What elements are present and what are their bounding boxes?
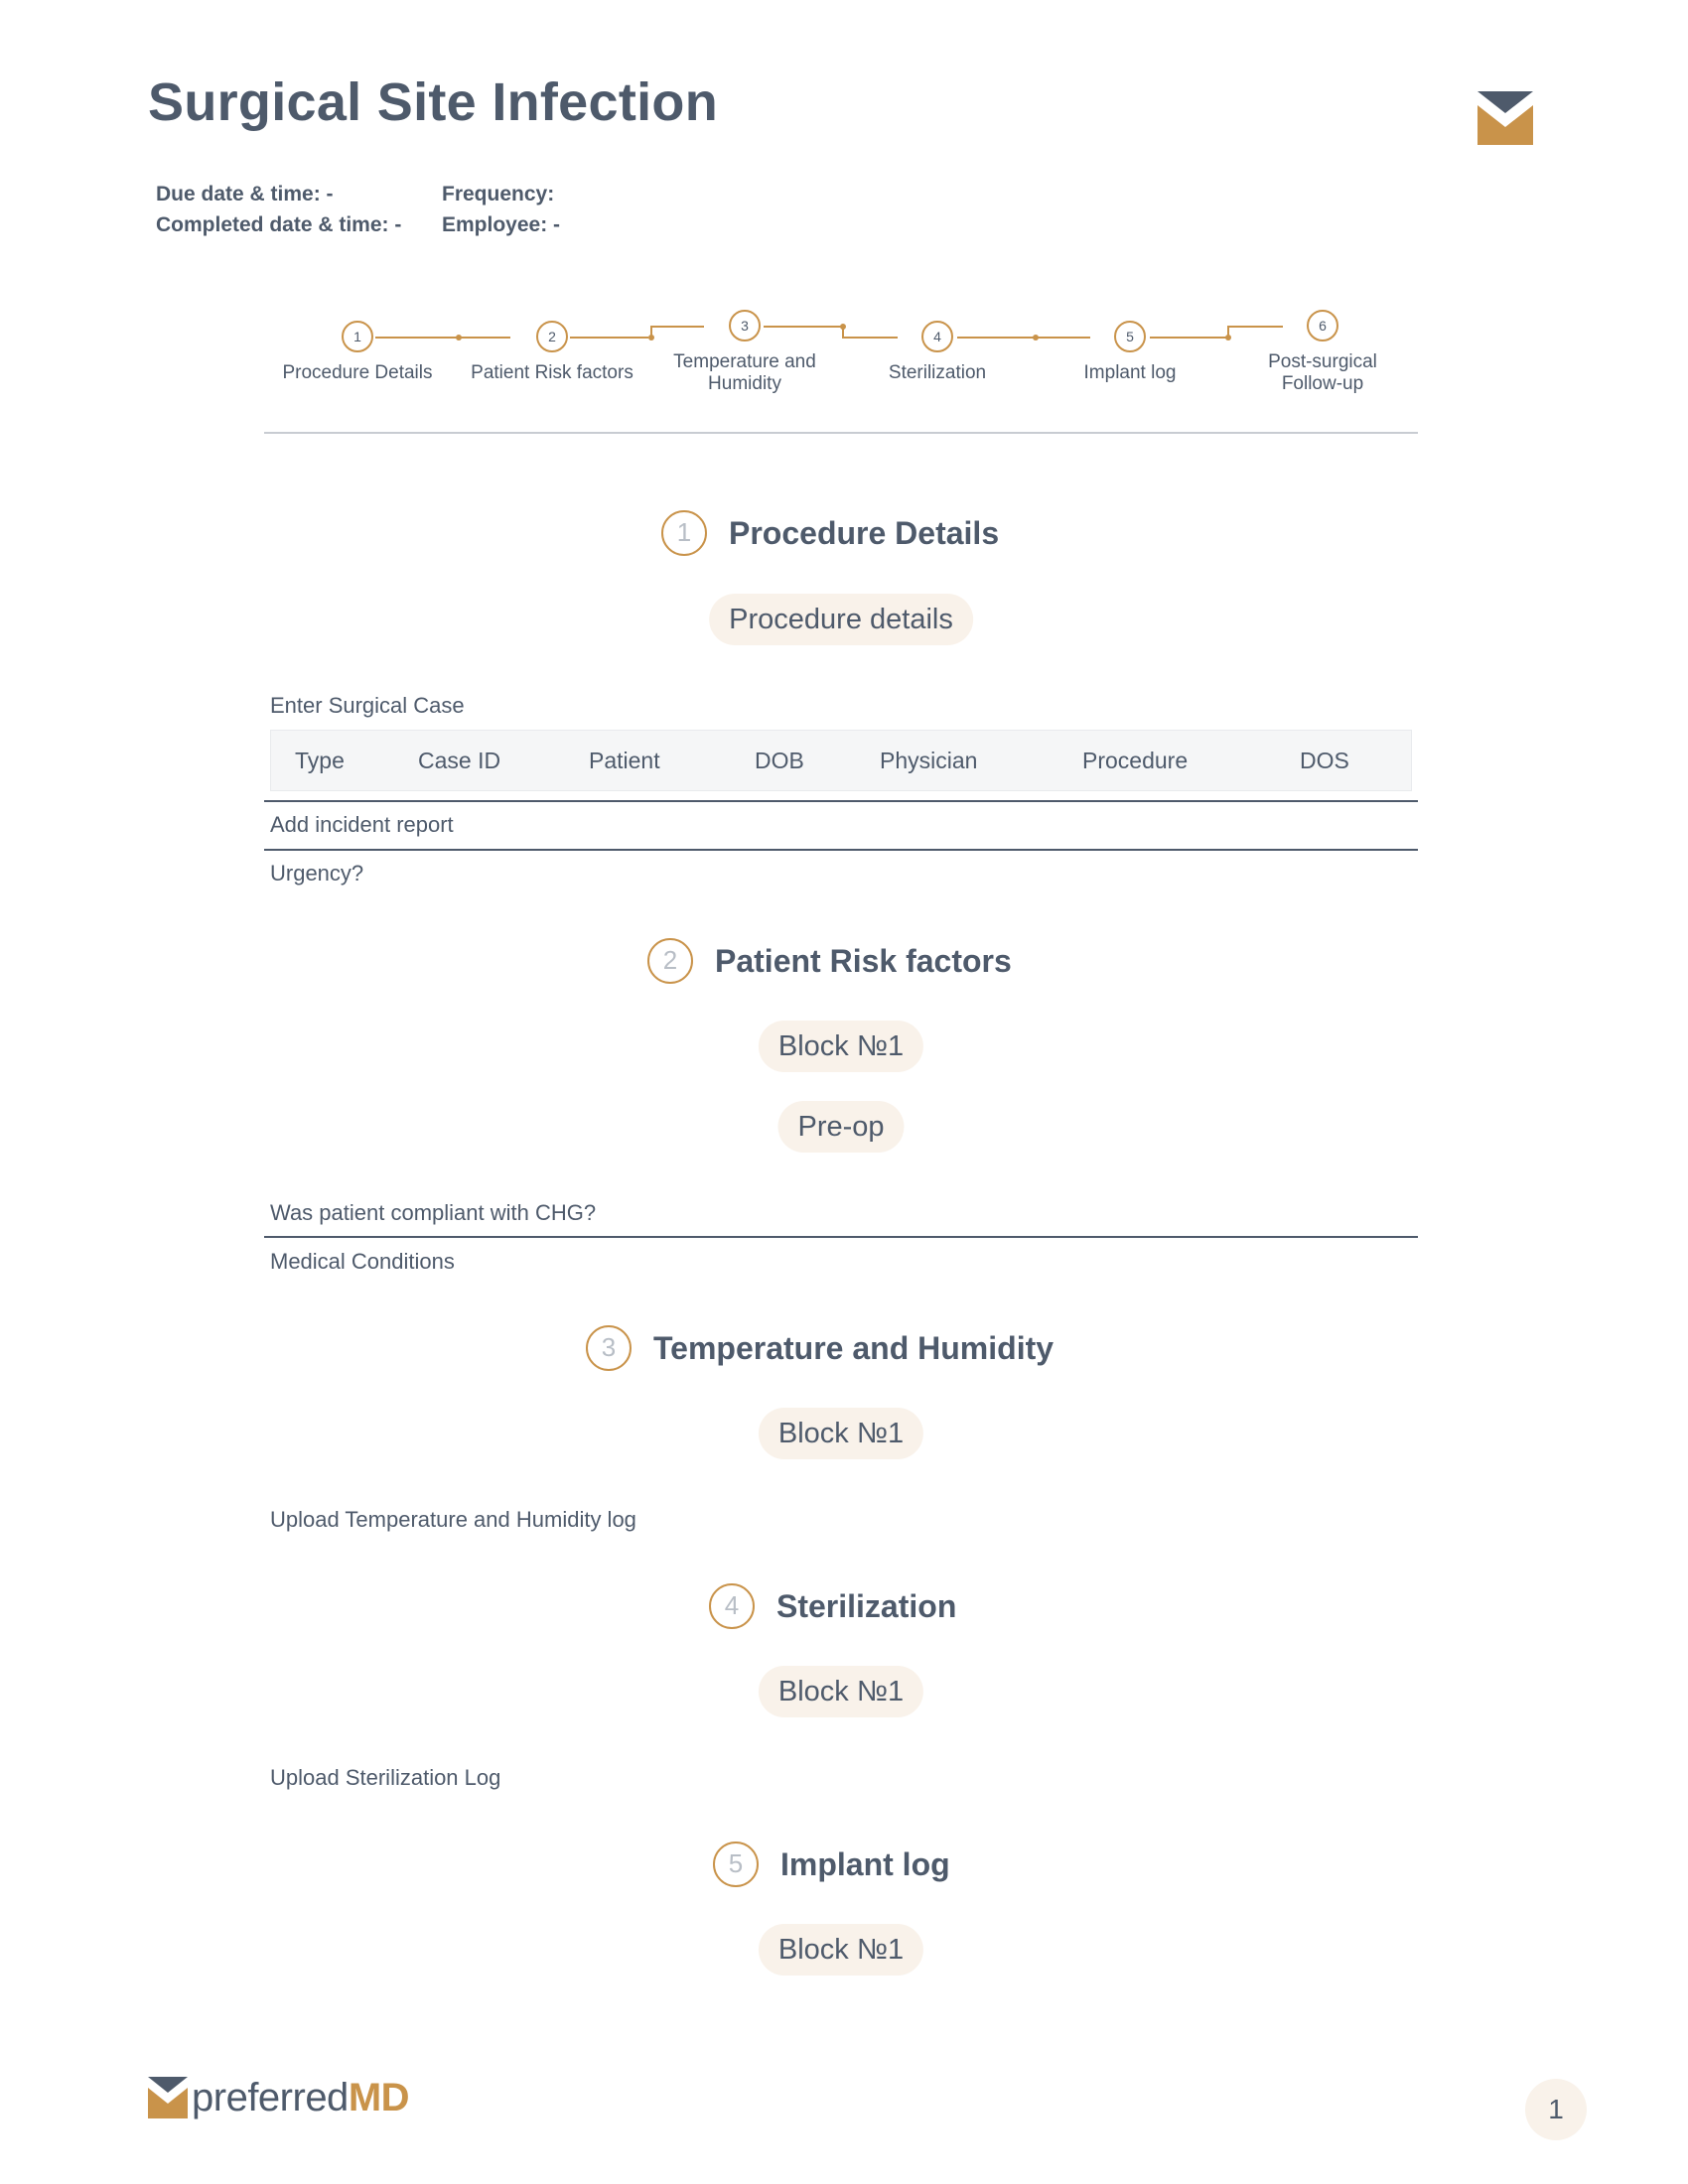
step-connector <box>957 337 1035 339</box>
footer-logo <box>148 2073 409 2122</box>
step-connector <box>570 337 648 339</box>
divider <box>264 849 1418 851</box>
chg-compliance-label: Was patient compliant with CHG? <box>270 1200 597 1225</box>
block-1-pill: Block №1 <box>759 1021 923 1072</box>
check-chevron-logo-icon <box>148 2077 188 2118</box>
step-5-circle[interactable]: 5 <box>1114 321 1146 352</box>
meta-left <box>156 179 401 240</box>
section-5-heading <box>713 1840 950 1889</box>
step-connector <box>650 326 704 328</box>
step-1-label[interactable]: Procedure Details <box>282 362 433 383</box>
section-2-title: Patient Risk factors <box>715 942 1012 979</box>
step-2-label[interactable]: Patient Risk factors <box>471 362 633 383</box>
step-2-circle[interactable]: 2 <box>536 321 568 352</box>
procedure-details-block-pill: Procedure details <box>709 594 973 645</box>
surgical-case-table-header <box>270 730 1412 791</box>
block-1-pill: Block №1 <box>759 1666 923 1717</box>
section-4-heading <box>709 1581 956 1631</box>
section-3-title: Temperature and Humidity <box>653 1329 1055 1366</box>
block-1-pill: Block №1 <box>759 1924 923 1976</box>
divider <box>264 1236 1418 1238</box>
step-connector <box>764 326 842 328</box>
step-connector <box>842 337 898 339</box>
document-title: Surgical Site Infection <box>148 72 719 132</box>
upload-sterilization-log-label: Upload Sterilization Log <box>270 1765 501 1790</box>
step-5-label[interactable]: Implant log <box>1083 362 1177 383</box>
enter-surgical-case-label: Enter Surgical Case <box>270 693 465 718</box>
step-4-circle[interactable]: 4 <box>921 321 953 352</box>
brand-logo-icon <box>1477 91 1533 145</box>
step-connector <box>375 337 459 339</box>
add-incident-report-label: Add incident report <box>270 812 454 837</box>
section-1-title: Procedure Details <box>729 514 1000 551</box>
step-4-label[interactable]: Sterilization <box>888 362 987 383</box>
section-4-number: 4 <box>709 1583 755 1629</box>
header-divider <box>264 432 1418 434</box>
urgency-label: Urgency? <box>270 861 364 886</box>
step-1-circle[interactable]: 1 <box>342 321 373 352</box>
step-connector <box>1150 337 1227 339</box>
step-6-label[interactable]: Post-surgical Follow-up <box>1268 351 1377 394</box>
section-4-title: Sterilization <box>776 1587 957 1624</box>
col-type: Type <box>295 748 345 773</box>
page-number: 1 <box>1525 2079 1587 2140</box>
step-connector <box>1035 337 1090 339</box>
step-connector <box>458 337 510 339</box>
step-connector <box>1227 326 1283 328</box>
section-2-number: 2 <box>647 938 693 984</box>
due-date-row: Due date & time: - <box>156 183 334 205</box>
col-dos: DOS <box>1300 748 1349 773</box>
section-5-number: 5 <box>713 1842 759 1887</box>
section-3-number: 3 <box>586 1325 632 1371</box>
employee-row: Employee: - <box>442 213 561 236</box>
col-dob: DOB <box>755 748 804 773</box>
step-6-circle[interactable]: 6 <box>1307 310 1338 341</box>
section-5-title: Implant log <box>780 1845 950 1882</box>
progress-stepper <box>262 298 1418 417</box>
footer-wordmark: preferredMD <box>192 2075 410 2119</box>
meta-right <box>442 179 560 240</box>
col-case-id: Case ID <box>418 748 501 773</box>
upload-temperature-log-label: Upload Temperature and Humidity log <box>270 1507 636 1532</box>
completed-date-row: Completed date & time: - <box>156 213 402 236</box>
col-patient: Patient <box>589 748 660 773</box>
step-3-circle[interactable]: 3 <box>729 310 761 341</box>
divider <box>264 800 1418 802</box>
section-1-heading <box>661 508 999 558</box>
step-3-label[interactable]: Temperature and Humidity <box>673 351 816 394</box>
col-procedure: Procedure <box>1082 748 1189 773</box>
col-physician: Physician <box>880 748 978 773</box>
section-2-heading <box>647 936 1012 986</box>
section-1-number: 1 <box>661 510 707 556</box>
medical-conditions-label: Medical Conditions <box>270 1249 455 1274</box>
pre-op-pill: Pre-op <box>777 1101 904 1153</box>
section-3-heading <box>586 1323 1054 1373</box>
block-1-pill: Block №1 <box>759 1408 923 1459</box>
frequency-row: Frequency: <box>442 183 555 205</box>
